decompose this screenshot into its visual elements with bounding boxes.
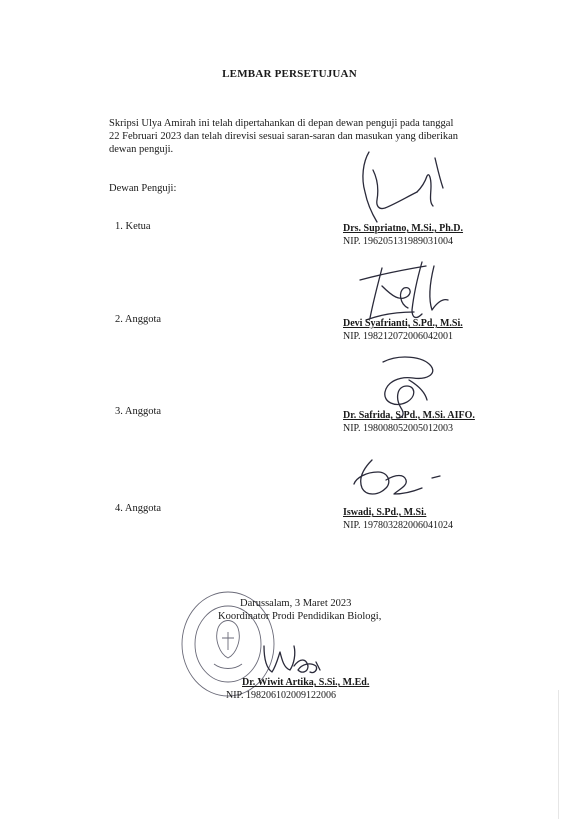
examiner-name-3: Dr. Safrida, S.Pd., M.Si. AIFO. — [343, 410, 475, 421]
examiner-name-2: Devi Syafrianti, S.Pd., M.Si. — [343, 318, 463, 329]
examiners-label: Dewan Penguji: — [109, 183, 177, 194]
examiner-role-2: 2. Anggota — [115, 314, 162, 325]
approval-place-date: Darussalam, 3 Maret 2023 — [240, 598, 352, 609]
intro-line: dewan penguji. — [109, 144, 174, 155]
examiner-nip-2: NIP. 198212072006042001 — [343, 331, 454, 342]
approval-position: Koordinator Prodi Pendidikan Biologi, — [218, 611, 382, 622]
examiner-role-4: 4. Anggota — [115, 503, 162, 514]
scan-edge — [558, 690, 559, 819]
examiner-name-1: Drs. Supriatno, M.Si., Ph.D. — [343, 223, 464, 234]
examiner-role-3: 3. Anggota — [115, 406, 162, 417]
examiner-nip-3: NIP. 198008052005012003 — [343, 423, 454, 434]
examiner-nip-1: NIP. 196205131989031004 — [343, 236, 454, 247]
examiner-name-4: Iswadi, S.Pd., M.Si. — [343, 507, 427, 518]
intro-line: Skripsi Ulya Amirah ini telah dipertahankan di depan dewan penguji pada tanggal — [109, 118, 454, 129]
examiner-role-1: 1. Ketua — [115, 221, 151, 232]
signature-4 — [348, 452, 448, 507]
signature-1 — [355, 148, 465, 228]
examiner-nip-4: NIP. 197803282006041024 — [343, 520, 454, 531]
approval-name: Dr. Wiwit Artika, S.Si., M.Ed. — [242, 677, 370, 688]
page-title: LEMBAR PERSETUJUAN — [222, 68, 357, 80]
intro-line: 22 Februari 2023 dan telah direvisi sesuai saran-saran dan masukan yang diberikan — [109, 131, 459, 142]
signature-coordinator — [258, 636, 328, 682]
approval-nip: NIP. 198206102009122006 — [226, 690, 337, 701]
